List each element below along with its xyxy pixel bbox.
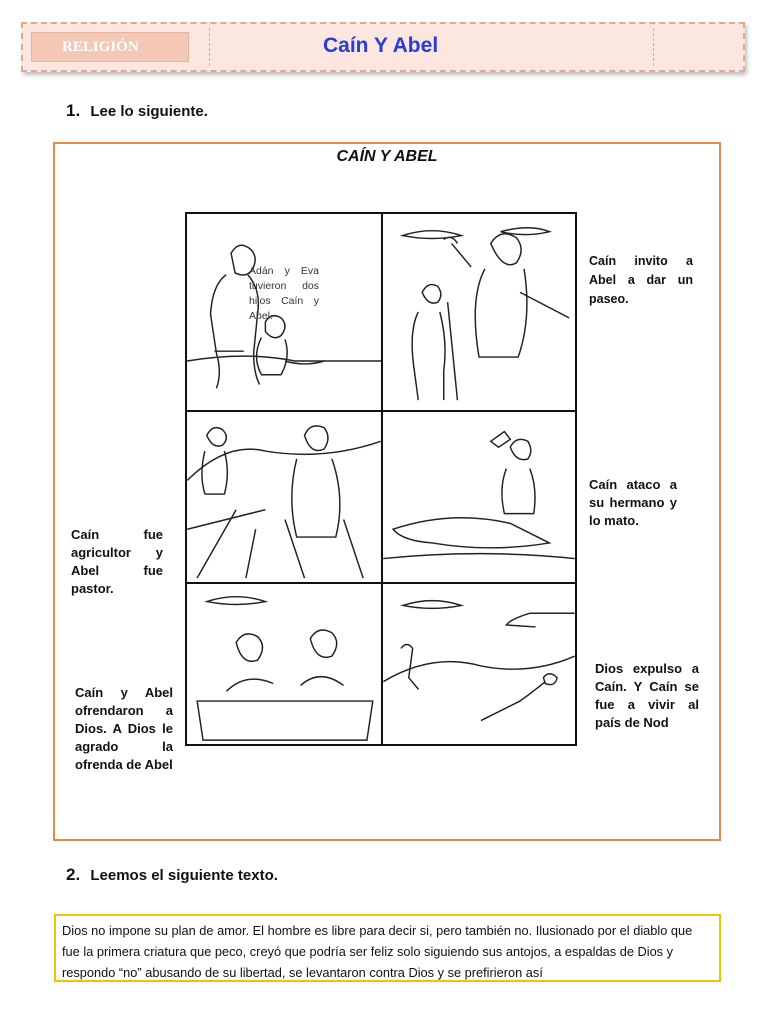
caption-panel-4: Caín ataco a su hermano y lo mato.: [589, 477, 677, 528]
offering-illustration: [187, 584, 381, 744]
work-illustration: [187, 412, 381, 582]
caption-panel-6: Dios expulso a Caín. Y Caín se fue a vivir al país de Nod: [595, 661, 699, 730]
page-title: Caín Y Abel: [323, 34, 439, 57]
expulsion-illustration: [383, 584, 575, 744]
header-banner: [21, 22, 745, 72]
comic-panel-invitation: [381, 212, 577, 412]
comic-panel-expulsion: [381, 582, 577, 746]
banner-divider: [209, 28, 210, 66]
comic-panel-attack: [381, 410, 577, 584]
caption-panel-2: Caín invito a Abel a dar un paseo.: [589, 254, 693, 306]
story-frame: [53, 142, 721, 841]
comic-panel-offering: [185, 582, 383, 746]
story-title: CAÍN Y ABEL: [336, 148, 438, 165]
invitation-illustration: [383, 214, 575, 410]
section-number: 2.: [66, 865, 81, 884]
section-label: Leemos el siguiente texto.: [90, 867, 278, 884]
reading-text-box: Dios no impone su plan de amor. El hombre es libre para decir si, pero también no. Ilusionado por el diablo que fue la primera criatura que peco, creyó que podría ser feliz solo siguiendo sus antojos, a espaldas de Dios y respondo “no” abusando de su libertad, se levantaron contra Dios y se prefirieron así: [54, 914, 721, 982]
comic-grid: [185, 212, 577, 746]
section-label: Lee lo siguiente.: [90, 103, 208, 120]
caption-panel-1: Adán y Eva tuvieron dos hijos Caín y Abel.: [249, 265, 319, 322]
caption-panel-5: Caín y Abel ofrendaron a Dios. A Dios le agrado la ofrenda de Abel: [75, 685, 173, 772]
attack-illustration: [383, 412, 575, 582]
comic-panel-work: [185, 410, 383, 584]
banner-divider: [653, 28, 654, 66]
section-heading-1: [66, 101, 208, 121]
subject-tag: [31, 32, 189, 62]
subject-label: RELIGIÓN: [62, 39, 139, 55]
caption-panel-3: Caín fue agricultor y Abel fue pastor.: [71, 527, 163, 596]
section-heading-2: [66, 865, 278, 885]
section-number: 1.: [66, 101, 81, 120]
